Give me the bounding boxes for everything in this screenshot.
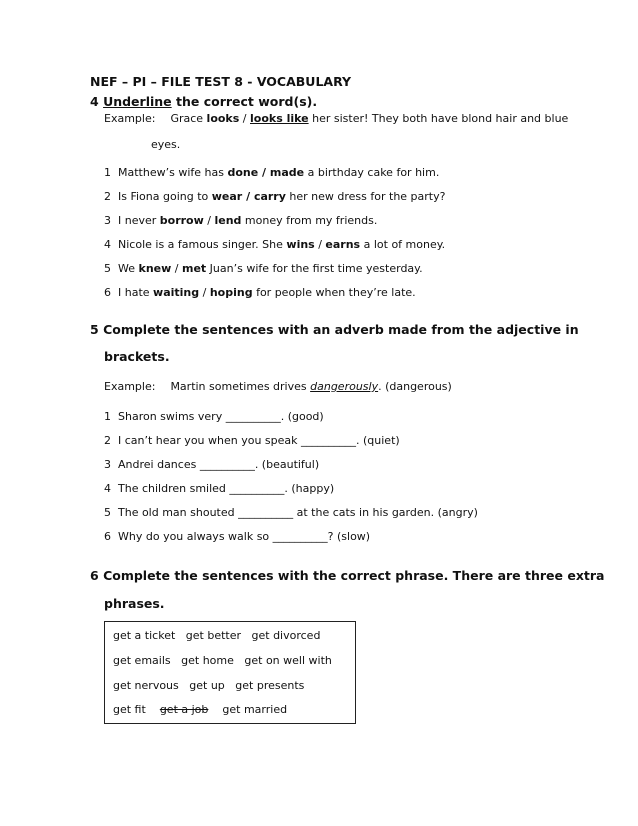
phrase: get nervous (113, 679, 179, 692)
item-number: 1 (104, 410, 111, 423)
item-option-1: borrow (159, 214, 204, 227)
item-number: 4 (104, 482, 111, 495)
section-5-number: 5 (90, 322, 99, 337)
phrase-row (113, 679, 304, 692)
item-text: Matthew’s wife has (118, 166, 228, 179)
item-option-2: met (181, 262, 207, 275)
list-item (104, 262, 423, 275)
item-text: Sharon swims very __________. (good) (118, 410, 324, 423)
item-number: 6 (104, 286, 111, 299)
item-text: The old man shouted __________ at the cats in his garden. (angry) (118, 506, 478, 519)
item-number: 2 (104, 434, 111, 447)
list-item (104, 166, 439, 179)
item-text-post: her new dress for the party? (285, 190, 446, 203)
item-option-2: made (269, 166, 305, 179)
phrase: get divorced (251, 629, 321, 642)
phrase: get home (181, 654, 234, 667)
section-4-instruction-underlined: Underline (103, 94, 172, 109)
item-text: The children smiled __________. (happy) (118, 482, 335, 495)
item-option-1: knew (138, 262, 172, 275)
section-4-instruction: the correct word(s). (171, 94, 318, 109)
phrase-box (104, 621, 356, 724)
phrase-row (113, 629, 320, 642)
item-text: Andrei dances __________. (beautiful) (118, 458, 320, 471)
page-title: NEF – PI – FILE TEST 8 - VOCABULARY (90, 74, 352, 89)
example-answer: dangerously (310, 380, 379, 393)
example-text: Grace (170, 112, 207, 125)
item-option-2: carry (253, 190, 286, 203)
example-option-1: looks (206, 112, 240, 125)
example-label: Example: (104, 112, 156, 125)
item-text: Why do you always walk so __________? (slow) (118, 530, 371, 543)
phrase-row (113, 703, 287, 716)
phrase: get a ticket (113, 629, 176, 642)
item-text: Nicole is a famous singer. She (118, 238, 287, 251)
phrase: get up (189, 679, 225, 692)
item-slash: / (171, 262, 182, 275)
example-text-post: . (dangerous) (378, 380, 452, 393)
list-item (104, 190, 445, 203)
list-item (104, 506, 478, 519)
section-6-instruction-cont: phrases. (104, 596, 165, 611)
item-text: I never (118, 214, 160, 227)
item-text-post: money from my friends. (241, 214, 378, 227)
section-4-number: 4 (90, 94, 99, 109)
item-number: 3 (104, 214, 111, 227)
list-item (104, 238, 445, 251)
item-text: I can’t hear you when you speak __________. (quiet) (118, 434, 400, 447)
section-5-heading (90, 322, 579, 337)
item-text-post: Juan’s wife for the first time yesterday. (206, 262, 423, 275)
phrase: get married (222, 703, 288, 716)
section-5-instruction-cont: brackets. (104, 349, 170, 364)
phrase: get fit (113, 703, 146, 716)
list-item (104, 410, 324, 423)
list-item (104, 286, 416, 299)
item-text: I hate (118, 286, 154, 299)
section-4-heading (90, 94, 317, 109)
phrase-row (113, 654, 332, 667)
section-6-number: 6 (90, 568, 99, 583)
item-number: 5 (104, 262, 111, 275)
item-text: We (118, 262, 139, 275)
item-number: 5 (104, 506, 111, 519)
item-option-2: earns (325, 238, 361, 251)
list-item (104, 482, 334, 495)
item-text: Is Fiona going to (118, 190, 212, 203)
section-4-example-cont: eyes. (151, 138, 181, 151)
section-5-example (104, 380, 452, 393)
item-option-1: wins (286, 238, 315, 251)
list-item (104, 530, 370, 543)
section-6-instruction: Complete the sentences with the correct phrase. There are three extra (103, 568, 605, 583)
item-option-1: waiting (153, 286, 200, 299)
item-slash: / (199, 286, 210, 299)
item-option-1: done (227, 166, 259, 179)
item-text-post: a birthday cake for him. (304, 166, 440, 179)
list-item (104, 214, 377, 227)
item-text-post: for people when they’re late. (252, 286, 416, 299)
item-text-post: a lot of money. (360, 238, 446, 251)
item-number: 4 (104, 238, 111, 251)
section-5-instruction: Complete the sentences with an adverb made from the adjective in (103, 322, 579, 337)
phrase: get better (185, 629, 242, 642)
item-number: 2 (104, 190, 111, 203)
example-option-2: looks like (250, 112, 309, 125)
example-label: Example: (104, 380, 156, 393)
phrase: get presents (235, 679, 305, 692)
item-option-2: hoping (209, 286, 253, 299)
example-text-post: her sister! They both have blond hair and blue (308, 112, 569, 125)
item-slash: / (314, 238, 326, 251)
list-item (104, 434, 400, 447)
list-item (104, 458, 319, 471)
item-option-2: lend (214, 214, 242, 227)
item-slash: / (258, 166, 270, 179)
item-slash: / (203, 214, 215, 227)
item-number: 6 (104, 530, 111, 543)
example-slash: / (239, 112, 250, 125)
section-6-heading (90, 568, 604, 583)
example-text: Martin sometimes drives (170, 380, 311, 393)
section-4-example (104, 112, 568, 125)
item-option-1: wear (211, 190, 243, 203)
item-number: 3 (104, 458, 111, 471)
phrase-struck: get a job (159, 703, 209, 716)
phrase: get on well with (244, 654, 332, 667)
phrase: get emails (113, 654, 171, 667)
item-slash: / (242, 190, 254, 203)
item-number: 1 (104, 166, 111, 179)
